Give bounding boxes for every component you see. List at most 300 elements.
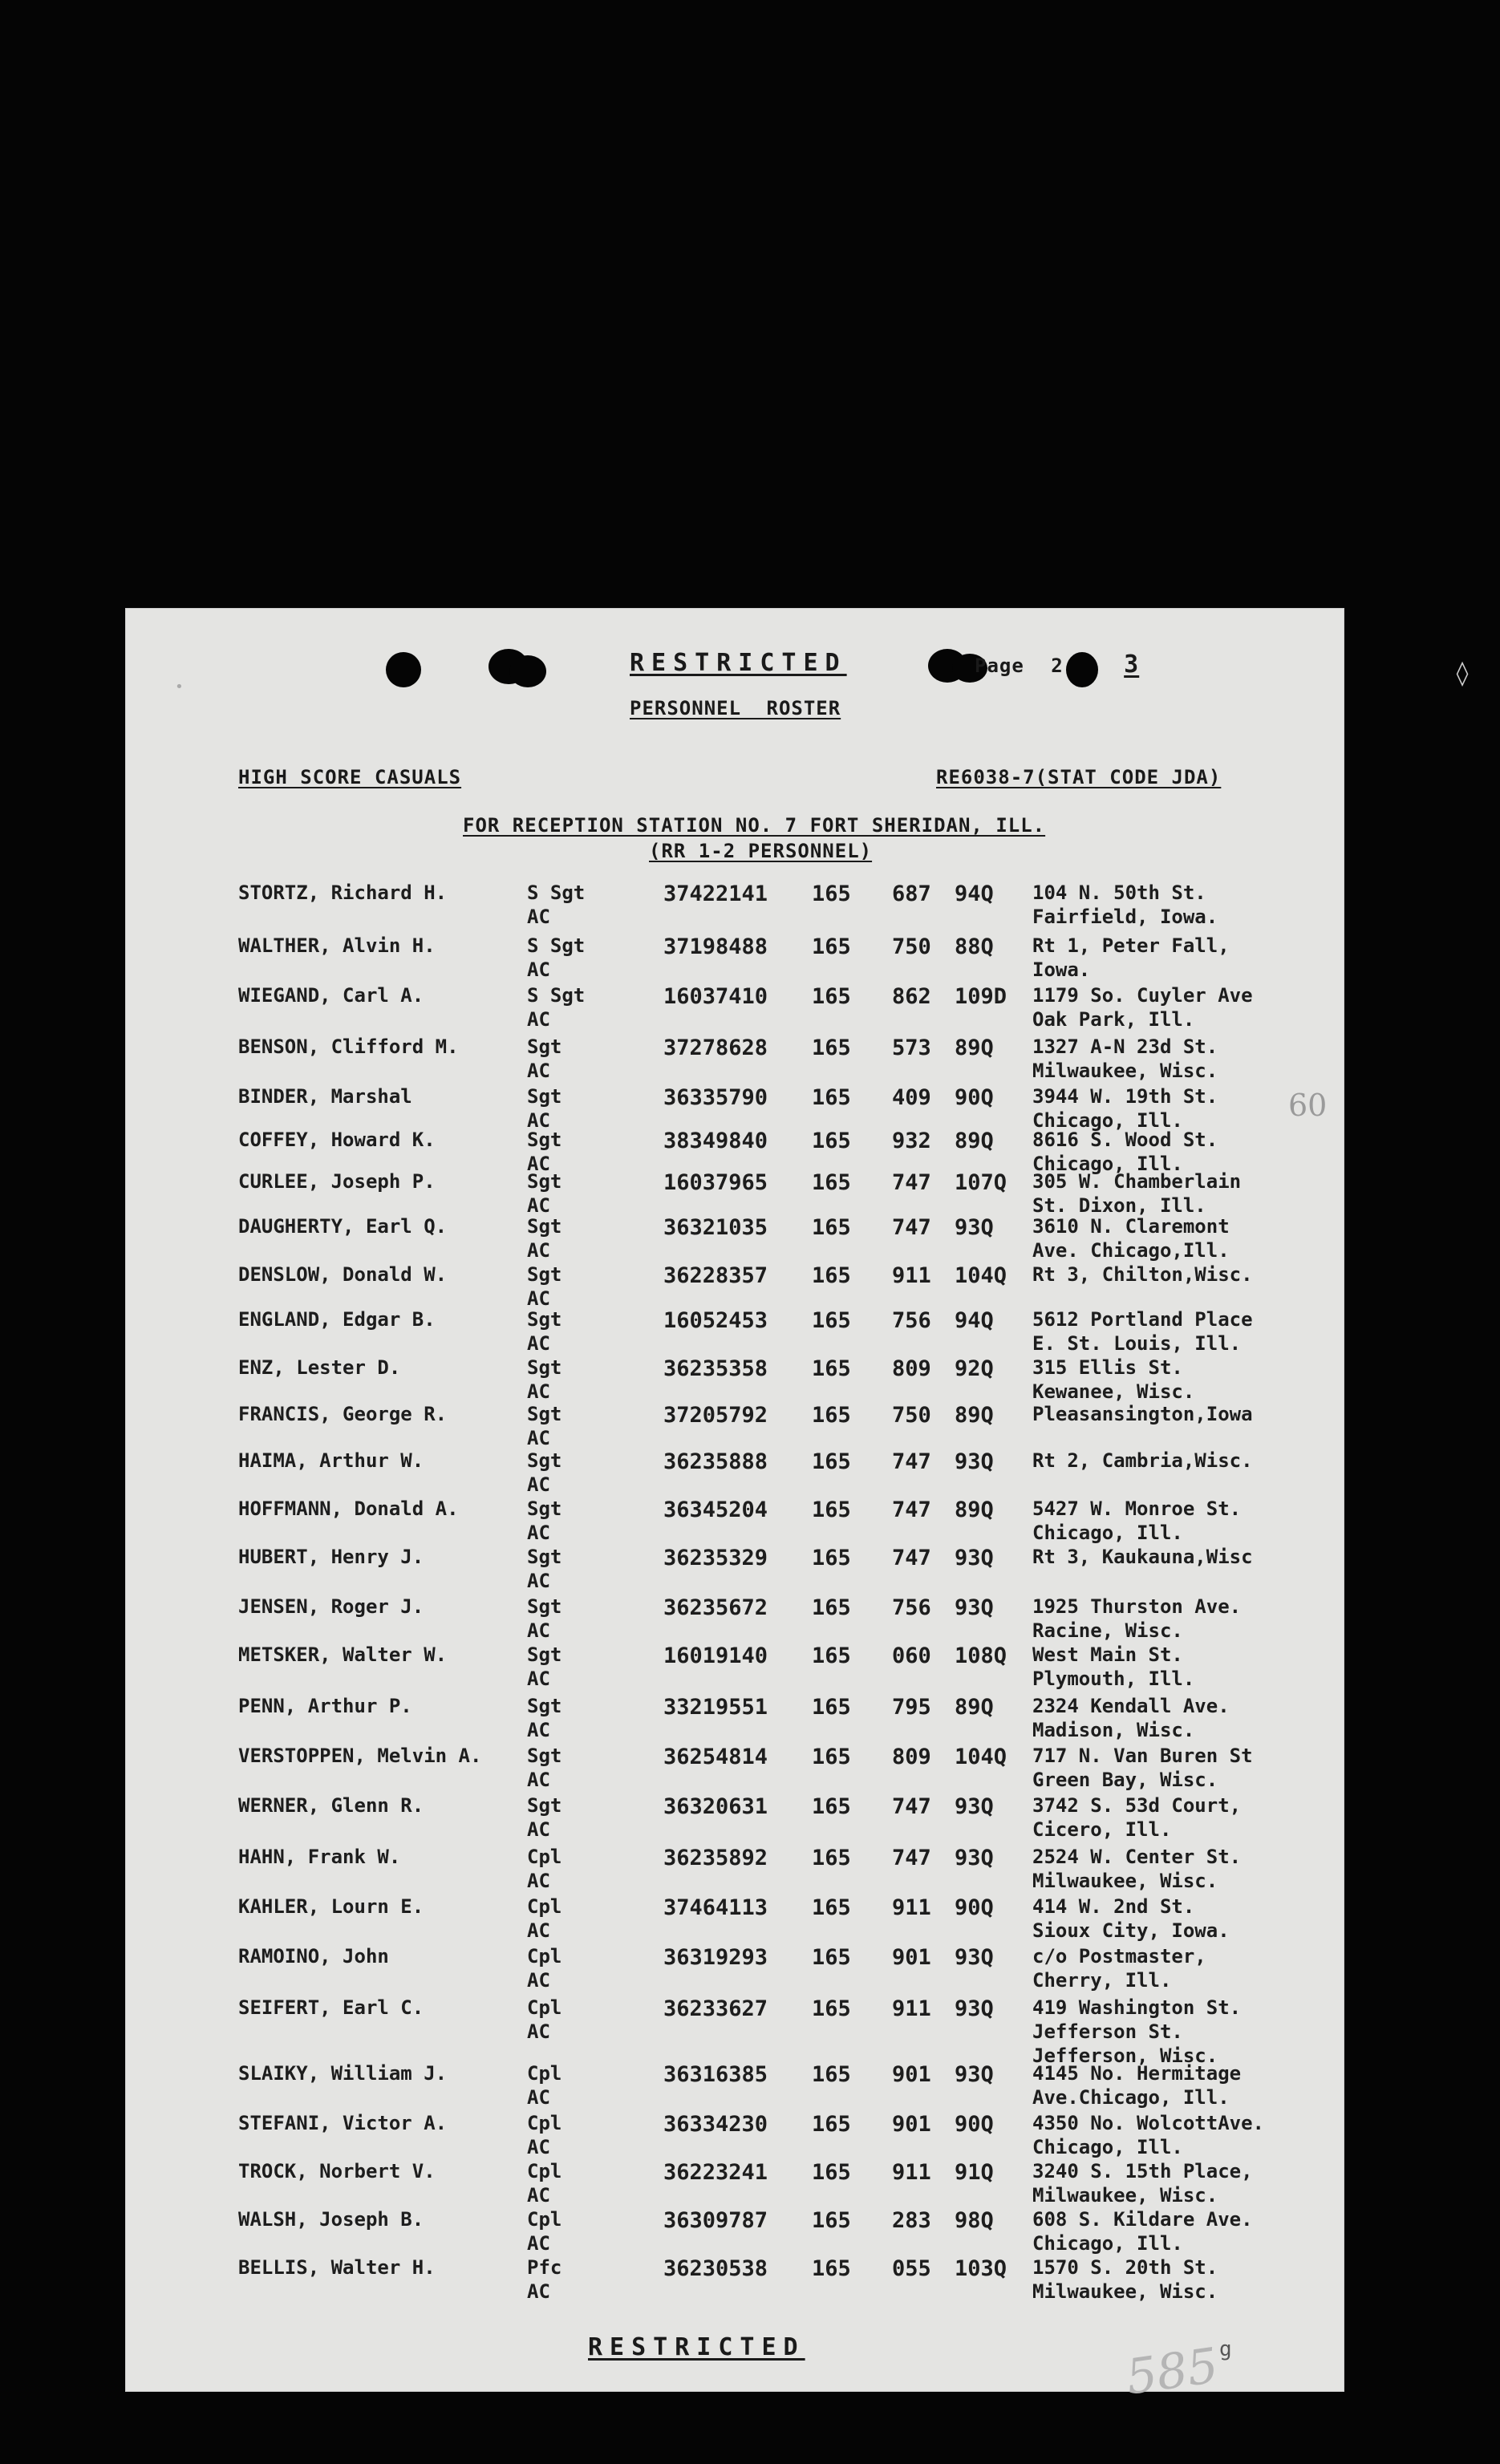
roster-name: KAHLER, Lourn E.	[238, 1895, 424, 1918]
roster-points: 756	[892, 1308, 931, 1333]
roster-serial: 37422141	[663, 881, 768, 906]
roster-row	[126, 1129, 1344, 1177]
roster-address-line1: c/o Postmaster,	[1032, 1945, 1206, 1968]
roster-points: 687	[892, 881, 931, 906]
roster-name: CURLEE, Joseph P.	[238, 1170, 436, 1193]
roster-points: 911	[892, 2160, 931, 2185]
roster-points: 747	[892, 1846, 931, 1870]
roster-row	[126, 1643, 1344, 1692]
roster-branch: AC	[527, 1769, 550, 1791]
roster-points: 409	[892, 1085, 931, 1110]
roster-score-code: 98Q	[955, 2208, 994, 2233]
roster-points: 809	[892, 1745, 931, 1769]
roster-address-line1: 315 Ellis St.	[1032, 1356, 1183, 1379]
roster-points: 756	[892, 1595, 931, 1620]
roster-name: WERNER, Glenn R.	[238, 1794, 424, 1817]
roster-score-code: 93Q	[955, 1546, 994, 1570]
roster-address-line1: Rt 2, Cambria,Wisc.	[1032, 1449, 1253, 1472]
roster-code: 165	[812, 2208, 851, 2233]
roster-rank: Sgt	[527, 1497, 562, 1520]
roster-code: 165	[812, 984, 851, 1009]
roster-score-code: 89Q	[955, 1129, 994, 1153]
roster-code: 165	[812, 2160, 851, 2185]
roster-name: HOFFMANN, Donald A.	[238, 1497, 459, 1520]
roster-address-line2: St. Dixon, Ill.	[1032, 1194, 1206, 1217]
roster-score-code: 93Q	[955, 1215, 994, 1240]
roster-rank: Cpl	[527, 2112, 562, 2134]
roster-serial: 36334230	[663, 2112, 768, 2137]
roster-score-code: 104Q	[955, 1263, 1007, 1288]
roster-address-line1: 2324 Kendall Ave.	[1032, 1695, 1230, 1717]
roster-row	[126, 1595, 1344, 1643]
group-label: HIGH SCORE CASUALS	[238, 766, 462, 788]
roster-row	[126, 1308, 1344, 1356]
roster-address-line1: 305 W. Chamberlain	[1032, 1170, 1242, 1193]
roster-address-line1: Rt 3, Kaukauna,Wisc	[1032, 1546, 1253, 1568]
roster-code: 165	[812, 1497, 851, 1522]
roster-address-line2: Chicago, Ill.	[1032, 2136, 1183, 2158]
roster-address-line1: 1179 So. Cuyler Ave	[1032, 984, 1253, 1007]
roster-serial: 36316385	[663, 2062, 768, 2087]
roster-address-line1: 4145 No. Hermitage	[1032, 2062, 1242, 2085]
corner-mark: g	[1219, 2337, 1232, 2361]
roster-row	[126, 1449, 1344, 1497]
roster-name: BINDER, Marshal	[238, 1085, 412, 1108]
roster-serial: 36235358	[663, 1356, 768, 1381]
roster-row	[126, 1356, 1344, 1404]
roster-score-code: 93Q	[955, 1846, 994, 1870]
roster-address-line1: 1570 S. 20th St.	[1032, 2256, 1218, 2279]
roster-code: 165	[812, 2256, 851, 2281]
roster-row	[126, 1403, 1344, 1451]
roster-serial: 36321035	[663, 1215, 768, 1240]
roster-points: 747	[892, 1497, 931, 1522]
roster-branch: AC	[527, 2086, 550, 2109]
roster-name: HAIMA, Arthur W.	[238, 1449, 424, 1472]
roster-address-line2: Chicago, Ill.	[1032, 2232, 1183, 2255]
roster-branch: AC	[527, 1153, 550, 1175]
roster-branch: AC	[527, 1919, 550, 1942]
roster-points: 750	[892, 934, 931, 959]
roster-rank: Cpl	[527, 1846, 562, 1868]
roster-row	[126, 1745, 1344, 1793]
roster-points: 060	[892, 1643, 931, 1668]
roster-points: 901	[892, 2062, 931, 2087]
roster-address-line2: Chicago, Ill.	[1032, 1109, 1183, 1132]
roster-serial: 36233627	[663, 1996, 768, 2021]
roster-address-line2: Iowa.	[1032, 958, 1091, 981]
roster-points: 862	[892, 984, 931, 1009]
roster-rank: Sgt	[527, 1794, 562, 1817]
roster-address-line2: Green Bay, Wisc.	[1032, 1769, 1218, 1791]
roster-branch: AC	[527, 1194, 550, 1217]
roster-rank: Sgt	[527, 1035, 562, 1058]
roster-branch: AC	[527, 1239, 550, 1262]
roster-points: 795	[892, 1695, 931, 1720]
roster-row	[126, 1546, 1344, 1594]
roster-address-line1: 414 W. 2nd St.	[1032, 1895, 1195, 1918]
roster-score-code: 93Q	[955, 1595, 994, 1620]
classification-footer: RESTRICTED	[588, 2333, 805, 2361]
roster-score-code: 89Q	[955, 1035, 994, 1060]
roster-code: 165	[812, 1085, 851, 1110]
roster-rank: Sgt	[527, 1643, 562, 1666]
roster-code: 165	[812, 1170, 851, 1195]
roster-row	[126, 1035, 1344, 1084]
punch-hole-left	[386, 652, 421, 687]
roster-address-line1: 4350 No. WolcottAve.	[1032, 2112, 1264, 2134]
roster-row	[126, 934, 1344, 983]
roster-points: 747	[892, 1794, 931, 1819]
roster-serial: 36235672	[663, 1595, 768, 1620]
roster-serial: 36235888	[663, 1449, 768, 1474]
roster-branch: AC	[527, 1109, 550, 1132]
roster-address-line2: Chicago, Ill.	[1032, 1522, 1183, 1544]
roster-branch: AC	[527, 1969, 550, 1992]
roster-address-line2: Sioux City, Iowa.	[1032, 1919, 1230, 1942]
roster-code: 165	[812, 1846, 851, 1870]
roster-score-code: 107Q	[955, 1170, 1007, 1195]
roster-name: COFFEY, Howard K.	[238, 1129, 436, 1151]
page-label: Page	[975, 654, 1024, 677]
roster-points: 809	[892, 1356, 931, 1381]
roster-name: FRANCIS, George R.	[238, 1403, 448, 1425]
roster-serial: 36235329	[663, 1546, 768, 1570]
roster-points: 911	[892, 1996, 931, 2021]
roster-address-line1: 8616 S. Wood St.	[1032, 1129, 1218, 1151]
roster-row	[126, 1170, 1344, 1218]
punch-hole-center-2	[509, 655, 546, 687]
roster-name: BENSON, Clifford M.	[238, 1035, 459, 1058]
roster-address-line1: Pleasansington,Iowa	[1032, 1403, 1253, 1425]
roster-score-code: 109D	[955, 984, 1007, 1009]
roster-rank: Sgt	[527, 1085, 562, 1108]
roster-branch: AC	[527, 1008, 550, 1031]
roster-branch: AC	[527, 2280, 550, 2303]
roster-score-code: 103Q	[955, 2256, 1007, 2281]
roster-code: 165	[812, 1263, 851, 1288]
roster-address-line1: Rt 3, Chilton,Wisc.	[1032, 1263, 1253, 1286]
roster-address-line3: Jefferson, Wisc.	[1032, 2045, 1218, 2067]
roster-serial: 37198488	[663, 934, 768, 959]
roster-address-line2: Milwaukee, Wisc.	[1032, 2280, 1218, 2303]
roster-row	[126, 2256, 1344, 2304]
roster-name: VERSTOPPEN, Melvin A.	[238, 1745, 482, 1767]
roster-address-line1: 419 Washington St.	[1032, 1996, 1242, 2019]
roster-row	[126, 1215, 1344, 1263]
classification-header: RESTRICTED	[630, 649, 847, 677]
roster-address-line1: 5427 W. Monroe St.	[1032, 1497, 1242, 1520]
roster-row	[126, 1895, 1344, 1943]
roster-row	[126, 1794, 1344, 1842]
roster-row	[126, 1263, 1344, 1311]
roster-address-line2: Milwaukee, Wisc.	[1032, 1060, 1218, 1082]
roster-score-code: 88Q	[955, 934, 994, 959]
roster-branch: AC	[527, 1380, 550, 1403]
roster-rank: Sgt	[527, 1356, 562, 1379]
roster-code: 165	[812, 1643, 851, 1668]
roster-row	[126, 1497, 1344, 1546]
roster-branch: AC	[527, 1818, 550, 1841]
roster-code: 165	[812, 1595, 851, 1620]
roster-address-line1: 104 N. 50th St.	[1032, 881, 1206, 904]
page-indicator	[975, 650, 1139, 679]
roster-rank: S Sgt	[527, 984, 586, 1007]
roster-rank: Sgt	[527, 1745, 562, 1767]
roster-code: 165	[812, 1035, 851, 1060]
roster-branch: AC	[527, 1522, 550, 1544]
roster-row	[126, 1846, 1344, 1894]
roster-name: PENN, Arthur P.	[238, 1695, 412, 1717]
roster-row	[126, 1085, 1344, 1133]
roster-address-line1: 1925 Thurston Ave.	[1032, 1595, 1242, 1618]
roster-code: 165	[812, 1449, 851, 1474]
roster-code: 165	[812, 1794, 851, 1819]
roster-rank: Sgt	[527, 1449, 562, 1472]
roster-serial: 16019140	[663, 1643, 768, 1668]
roster-serial: 38349840	[663, 1129, 768, 1153]
roster-address-line2: Racine, Wisc.	[1032, 1619, 1183, 1642]
roster-rank: Sgt	[527, 1308, 562, 1331]
roster-score-code: 89Q	[955, 1695, 994, 1720]
roster-points: 901	[892, 1945, 931, 1970]
roster-address-line2: Ave.Chicago, Ill.	[1032, 2086, 1230, 2109]
roster-page	[125, 608, 1344, 2392]
roster-rank: Cpl	[527, 2208, 562, 2231]
roster-branch: AC	[527, 1427, 550, 1449]
roster-name: WIEGAND, Carl A.	[238, 984, 424, 1007]
roster-row	[126, 2160, 1344, 2208]
roster-title: PERSONNEL ROSTER	[630, 697, 841, 719]
roster-row	[126, 984, 1344, 1032]
roster-address-line2: E. St. Louis, Ill.	[1032, 1332, 1242, 1355]
roster-branch: AC	[527, 2232, 550, 2255]
roster-serial: 16052453	[663, 1308, 768, 1333]
roster-score-code: 90Q	[955, 1085, 994, 1110]
margin-number: 60	[1288, 1088, 1328, 1123]
roster-branch: AC	[527, 1668, 550, 1690]
roster-points: 747	[892, 1215, 931, 1240]
roster-row	[126, 2112, 1344, 2160]
roster-serial: 36335790	[663, 1085, 768, 1110]
roster-rank: Sgt	[527, 1170, 562, 1193]
roster-address-line1: 2524 W. Center St.	[1032, 1846, 1242, 1868]
roster-name: ENGLAND, Edgar B.	[238, 1308, 436, 1331]
roster-serial: 37278628	[663, 1035, 768, 1060]
roster-branch: AC	[527, 1473, 550, 1496]
roster-score-code: 89Q	[955, 1497, 994, 1522]
roster-rank: Sgt	[527, 1695, 562, 1717]
roster-score-code: 93Q	[955, 2062, 994, 2087]
subgroup-line: (RR 1-2 PERSONNEL)	[649, 840, 873, 862]
roster-address-line1: 3742 S. 53d Court,	[1032, 1794, 1242, 1817]
roster-code: 165	[812, 1695, 851, 1720]
roster-address-line2: Chicago, Ill.	[1032, 1153, 1183, 1175]
roster-score-code: 93Q	[955, 1794, 994, 1819]
roster-points: 932	[892, 1129, 931, 1153]
roster-address-line2: Kewanee, Wisc.	[1032, 1380, 1195, 1403]
roster-name: DENSLOW, Donald W.	[238, 1263, 448, 1286]
roster-rank: Sgt	[527, 1595, 562, 1618]
roster-branch: AC	[527, 1870, 550, 1892]
roster-points: 750	[892, 1403, 931, 1428]
roster-address-line2: Cicero, Ill.	[1032, 1818, 1172, 1841]
roster-branch: AC	[527, 906, 550, 928]
reference-code: RE6038-7(STAT CODE JDA)	[936, 766, 1222, 788]
roster-code: 165	[812, 1403, 851, 1428]
roster-branch: AC	[527, 2020, 550, 2043]
roster-address-line2: Milwaukee, Wisc.	[1032, 1870, 1218, 1892]
roster-name: BELLIS, Walter H.	[238, 2256, 436, 2279]
roster-branch: AC	[527, 1287, 550, 1310]
roster-code: 165	[812, 1546, 851, 1570]
roster-branch: AC	[527, 2136, 550, 2158]
roster-points: 747	[892, 1449, 931, 1474]
roster-code: 165	[812, 1129, 851, 1153]
roster-points: 747	[892, 1546, 931, 1570]
roster-name: STEFANI, Victor A.	[238, 2112, 448, 2134]
roster-name: HAHN, Frank W.	[238, 1846, 401, 1868]
roster-address-line2: Madison, Wisc.	[1032, 1719, 1195, 1741]
roster-rank: S Sgt	[527, 881, 586, 904]
roster-score-code: 108Q	[955, 1643, 1007, 1668]
roster-code: 165	[812, 934, 851, 959]
roster-name: HUBERT, Henry J.	[238, 1546, 424, 1568]
roster-address-line2: Milwaukee, Wisc.	[1032, 2184, 1218, 2207]
roster-branch: AC	[527, 1619, 550, 1642]
roster-address-line1: Rt 1, Peter Fall,	[1032, 934, 1230, 957]
roster-rank: Sgt	[527, 1403, 562, 1425]
roster-rank: Cpl	[527, 1895, 562, 1918]
roster-name: SLAIKY, William J.	[238, 2062, 448, 2085]
roster-address-line1: 1327 A-N 23d St.	[1032, 1035, 1218, 1058]
roster-code: 165	[812, 1356, 851, 1381]
roster-rank: S Sgt	[527, 934, 586, 957]
roster-code: 165	[812, 1996, 851, 2021]
roster-score-code: 90Q	[955, 2112, 994, 2137]
roster-branch: AC	[527, 1570, 550, 1592]
page-number: 3	[1124, 650, 1140, 679]
roster-score-code: 104Q	[955, 1745, 1007, 1769]
roster-serial: 36223241	[663, 2160, 768, 2185]
roster-score-code: 94Q	[955, 1308, 994, 1333]
roster-rank: Sgt	[527, 1215, 562, 1238]
roster-points: 055	[892, 2256, 931, 2281]
roster-serial: 36320631	[663, 1794, 768, 1819]
roster-points: 283	[892, 2208, 931, 2233]
roster-row	[126, 2062, 1344, 2110]
roster-serial: 37205792	[663, 1403, 768, 1428]
roster-address-line1: 3610 N. Claremont	[1032, 1215, 1230, 1238]
roster-serial: 33219551	[663, 1695, 768, 1720]
roster-serial: 16037410	[663, 984, 768, 1009]
roster-rank: Sgt	[527, 1546, 562, 1568]
roster-address-line2: Fairfield, Iowa.	[1032, 906, 1218, 928]
roster-code: 165	[812, 1945, 851, 1970]
roster-serial: 36230538	[663, 2256, 768, 2281]
roster-score-code: 90Q	[955, 1895, 994, 1920]
roster-row	[126, 881, 1344, 930]
roster-code: 165	[812, 2112, 851, 2137]
roster-rank: Cpl	[527, 2160, 562, 2182]
roster-name: WALTHER, Alvin H.	[238, 934, 436, 957]
roster-serial: 36345204	[663, 1497, 768, 1522]
roster-code: 165	[812, 1895, 851, 1920]
roster-rank: Pfc	[527, 2256, 562, 2279]
roster-address-line2: Plymouth, Ill.	[1032, 1668, 1195, 1690]
roster-serial: 36228357	[663, 1263, 768, 1288]
roster-rank: Cpl	[527, 1945, 562, 1968]
roster-score-code: 92Q	[955, 1356, 994, 1381]
roster-serial: 36319293	[663, 1945, 768, 1970]
roster-name: METSKER, Walter W.	[238, 1643, 448, 1666]
roster-name: RAMOINO, John	[238, 1945, 389, 1968]
roster-row	[126, 1996, 1344, 2067]
roster-row	[126, 1695, 1344, 1743]
roster-address-line1: 717 N. Van Buren St	[1032, 1745, 1253, 1767]
roster-code: 165	[812, 881, 851, 906]
roster-branch: AC	[527, 2184, 550, 2207]
roster-address-line2: Oak Park, Ill.	[1032, 1008, 1195, 1031]
roster-serial: 16037965	[663, 1170, 768, 1195]
roster-row	[126, 2208, 1344, 2256]
roster-name: TROCK, Norbert V.	[238, 2160, 436, 2182]
roster-code: 165	[812, 1745, 851, 1769]
roster-rank: Cpl	[527, 1996, 562, 2019]
roster-score-code: 93Q	[955, 1449, 994, 1474]
roster-name: STORTZ, Richard H.	[238, 881, 448, 904]
roster-name: WALSH, Joseph B.	[238, 2208, 424, 2231]
roster-address-line1: 3944 W. 19th St.	[1032, 1085, 1218, 1108]
roster-branch: AC	[527, 1719, 550, 1741]
roster-address-line1: 3240 S. 15th Place,	[1032, 2160, 1253, 2182]
roster-name: ENZ, Lester D.	[238, 1356, 401, 1379]
roster-name: JENSEN, Roger J.	[238, 1595, 424, 1618]
roster-address-line2: Ave. Chicago,Ill.	[1032, 1239, 1230, 1262]
roster-rank: Sgt	[527, 1129, 562, 1151]
roster-points: 747	[892, 1170, 931, 1195]
roster-points: 911	[892, 1263, 931, 1288]
roster-address-line1: 5612 Portland Place	[1032, 1308, 1253, 1331]
roster-address-line2: Cherry, Ill.	[1032, 1969, 1172, 1992]
roster-branch: AC	[527, 1332, 550, 1355]
roster-row	[126, 1945, 1344, 1993]
page-prefix: 2	[1051, 654, 1064, 677]
roster-score-code: 91Q	[955, 2160, 994, 2185]
roster-serial: 36309787	[663, 2208, 768, 2233]
roster-score-code: 89Q	[955, 1403, 994, 1428]
roster-name: SEIFERT, Earl C.	[238, 1996, 424, 2019]
roster-address-line1: 608 S. Kildare Ave.	[1032, 2208, 1253, 2231]
roster-score-code: 93Q	[955, 1945, 994, 1970]
roster-address-line2: Jefferson St.	[1032, 2020, 1183, 2043]
roster-code: 165	[812, 1215, 851, 1240]
roster-name: DAUGHERTY, Earl Q.	[238, 1215, 448, 1238]
roster-serial: 37464113	[663, 1895, 768, 1920]
roster-rank: Sgt	[527, 1263, 562, 1286]
roster-branch: AC	[527, 958, 550, 981]
roster-code: 165	[812, 1308, 851, 1333]
roster-code: 165	[812, 2062, 851, 2087]
pencil-note: 585	[1122, 2337, 1222, 2406]
roster-branch: AC	[527, 1060, 550, 1082]
roster-score-code: 93Q	[955, 1996, 994, 2021]
roster-points: 911	[892, 1895, 931, 1920]
roster-serial: 36254814	[663, 1745, 768, 1769]
roster-serial: 36235892	[663, 1846, 768, 1870]
destination-line: FOR RECEPTION STATION NO. 7 FORT SHERIDAN, ILL.	[463, 814, 1046, 837]
roster-score-code: 94Q	[955, 881, 994, 906]
